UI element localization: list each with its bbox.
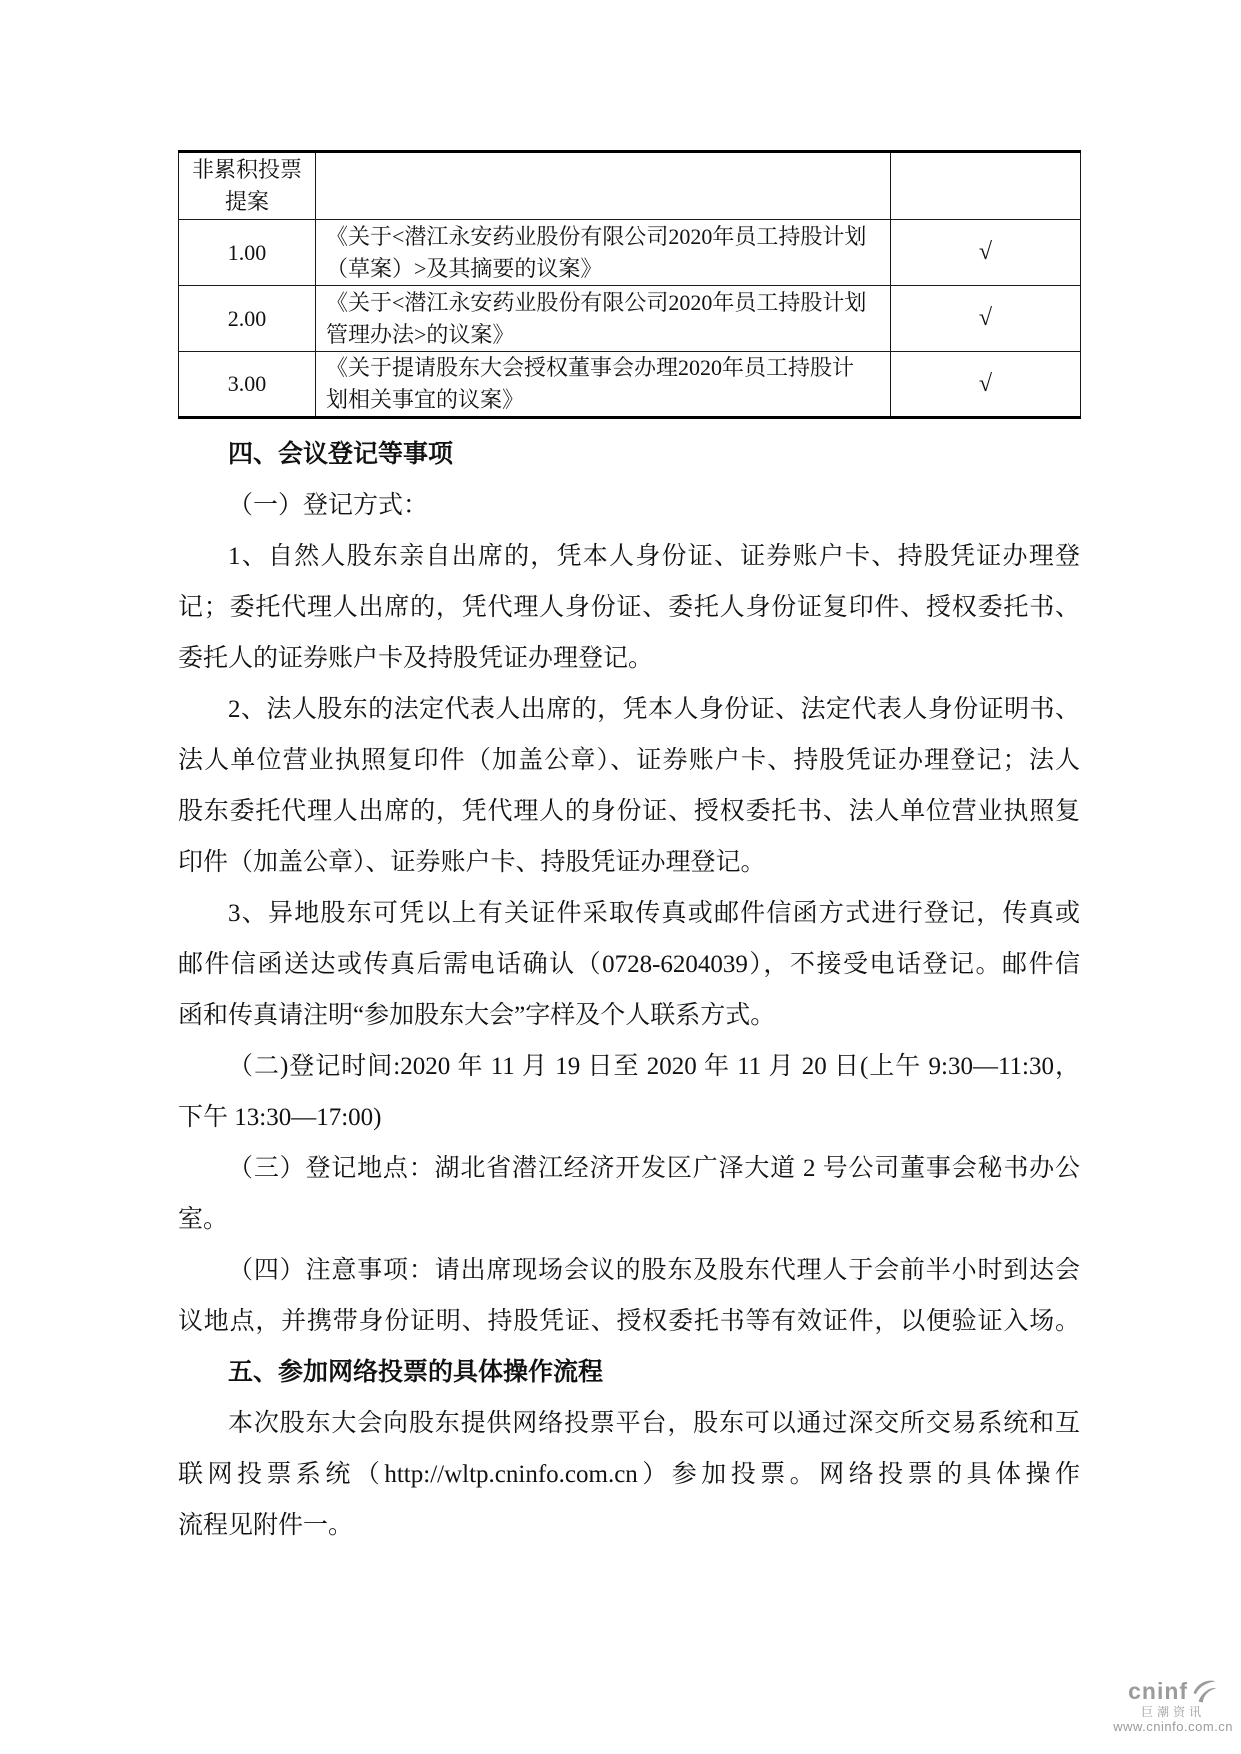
vote-table [178,150,1081,419]
header-label-line: 非累积投票 [191,157,302,182]
proposal-title-cell [316,286,891,352]
body-line: 委托人的证券账户卡及持股凭证办理登记。 [178,645,654,672]
body-line: 下午 13:30—17:00) [178,1104,382,1131]
proposal-title-line: （草案）>及其摘要的议案》 [326,255,603,281]
table-header-row [179,152,1081,220]
proposal-number-cell: 1.00 [179,220,316,286]
body-line: 流程见附件一。 [178,1512,354,1539]
body-line: 记；委托代理人出席的，凭代理人身份证、委托人身份证复印件、授权委托书、 [178,594,1080,621]
header-label-cell [179,152,316,220]
body-line: 议地点，并携带身份证明、持股凭证、授权委托书等有效证件，以便验证入场。 [178,1308,1080,1335]
header-proposal-cell [316,152,891,220]
proposal-title-line: 划相关事宜的议案》 [326,387,525,412]
vote-check-cell: √ [891,220,1081,286]
proposal-title-line: 《关于<潜江永安药业股份有限公司2020年员工持股计划 [326,289,867,315]
cninfo-watermark [1113,1678,1233,1734]
body-line: 印件（加盖公章）、证券账户卡、持股凭证办理登记。 [178,849,766,876]
document-body [178,429,1080,1551]
watermark-logo-row [1128,1678,1218,1705]
body-line: 股东委托代理人出席的，凭代理人的身份证、授权委托书、法人单位营业执照复 [178,798,1080,825]
watermark-url: www.cninfo.com.cn [1113,1719,1233,1735]
proposal-title-cell [316,220,891,286]
proposal-title-line: 《关于<潜江永安药业股份有限公司2020年员工持股计划 [326,223,867,249]
table-row [179,220,1081,286]
body-line: 法人单位营业执照复印件（加盖公章）、证券账户卡、持股凭证办理登记；法人 [178,747,1080,774]
proposal-title-line: 《关于提请股东大会授权董事会办理2020年员工持股计 [326,355,855,380]
body-line: （二)登记时间:2020 年 11 月 19 日至 2020 年 11 月 20 日(上午 9:30—11:30， [228,1053,1080,1080]
body-line: 3、异地股东可凭以上有关证件采取传真或邮件信函方式进行登记，传真或 [228,900,1080,927]
section-heading: 五、参加网络投票的具体操作流程 [228,1358,604,1386]
vote-check-cell: √ [891,286,1081,352]
body-line: 联网投票系统（http://wltp.cninfo.com.cn）参加投票。网络投票的具体操作 [178,1461,1080,1488]
header-vote-cell [891,152,1081,220]
vote-check-cell: √ [891,352,1081,418]
body-line: 1、自然人股东亲自出席的，凭本人身份证、证券账户卡、持股凭证办理登 [228,543,1080,570]
proposal-title-cell [316,352,891,418]
body-line: （四）注意事项：请出席现场会议的股东及股东代理人于会前半小时到达会 [228,1257,1080,1284]
body-line: 2、法人股东的法定代表人出席的，凭本人身份证、法定代表人身份证明书、 [228,696,1080,723]
proposal-number-cell: 2.00 [179,286,316,352]
header-label-line: 提案 [224,189,269,214]
body-line: 邮件信函送达或传真后需电话确认（0728-6204039），不接受电话登记。邮件信 [178,951,1080,978]
body-line: 室。 [178,1206,229,1233]
body-line: （三）登记地点：湖北省潜江经济开发区广泽大道 2 号公司董事会秘书办公 [228,1155,1080,1182]
body-line: 函和传真请注明“参加股东大会”字样及个人联系方式。 [178,1002,776,1029]
table-row [179,352,1081,418]
cninfo-swoosh-icon [1191,1678,1218,1705]
cninfo-logo-text: cninf [1128,1678,1189,1705]
table-row [179,286,1081,352]
watermark-brand: 巨潮资讯 [1141,1704,1206,1719]
proposal-number-cell: 3.00 [179,352,316,418]
body-line: 本次股东大会向股东提供网络投票平台，股东可以通过深交所交易系统和互 [228,1410,1080,1437]
proposal-title-line: 管理办法>的议案》 [326,321,515,347]
body-line: （一）登记方式： [228,492,429,519]
section-heading: 四、会议登记等事项 [228,440,454,468]
